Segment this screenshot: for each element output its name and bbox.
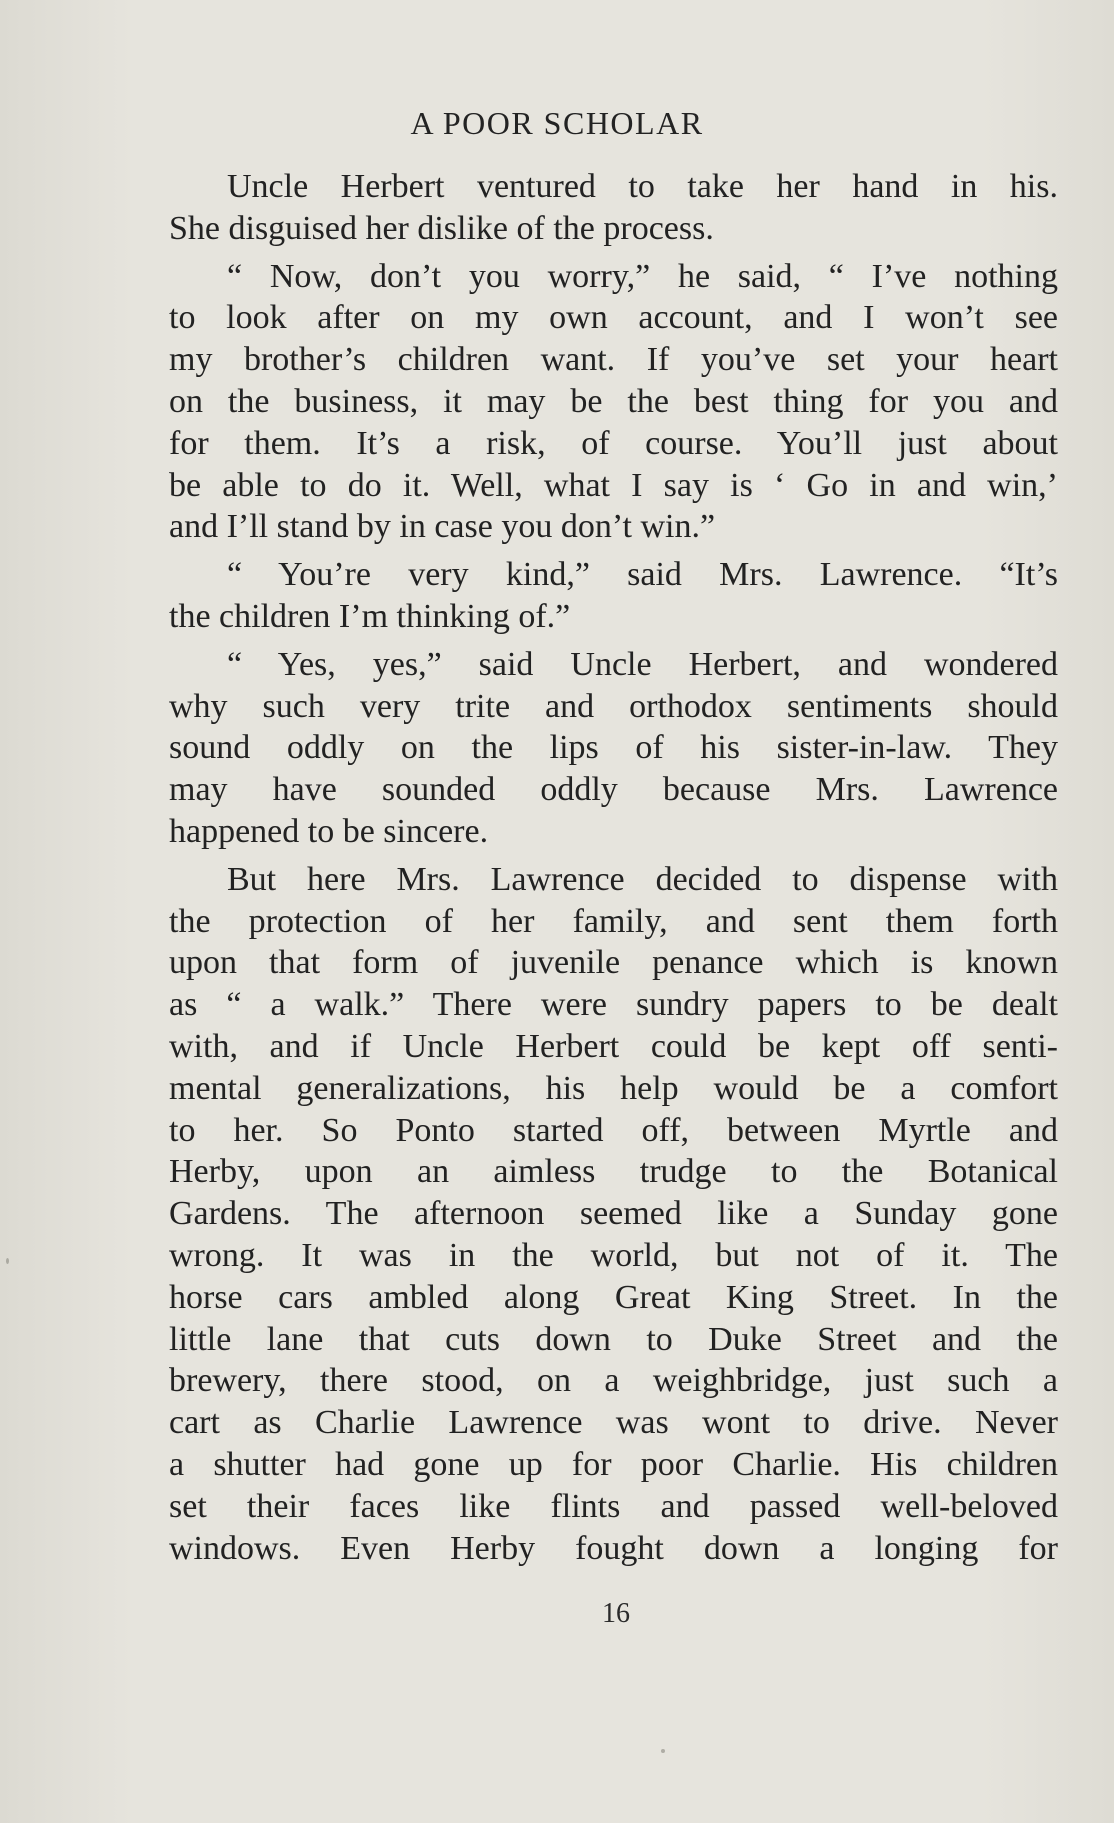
text-line: upon that form of juvenile penance which is known [169, 944, 1058, 982]
text-line: to look after on my own account, and I won’t see [169, 299, 1058, 337]
text-line: little lane that cuts down to Duke Street and the [169, 1320, 1058, 1358]
text-line: “ Yes, yes,” said Uncle Herbert, and wondered [227, 645, 1058, 683]
paragraph [169, 554, 1058, 638]
text-line: the protection of her family, and sent them forth [169, 902, 1058, 940]
text-line: be able to do it. Well, what I say is ‘ Go in and win,’ [169, 466, 1058, 504]
text-line: to her. So Ponto started off, between Myrtle and [169, 1111, 1058, 1149]
text-line: why such very trite and orthodox sentiments should [169, 687, 1058, 725]
paragraph [169, 644, 1058, 853]
body-text [169, 166, 1058, 1575]
text-line: But here Mrs. Lawrence decided to dispense with [227, 860, 1058, 898]
text-line: sound oddly on the lips of his sister-in-law. They [169, 729, 1058, 767]
text-line: horse cars ambled along Great King Street. In the [169, 1278, 1058, 1316]
text-line: happened to be sincere. [169, 812, 489, 850]
paper-speck [661, 1749, 665, 1753]
paragraph [169, 859, 1058, 1570]
text-line: Uncle Herbert ventured to take her hand in his. [227, 168, 1058, 205]
text-line: with, and if Uncle Herbert could be kept off senti- [169, 1027, 1058, 1065]
text-line: for them. It’s a risk, of course. You’ll just about [169, 424, 1058, 462]
paragraph [169, 256, 1058, 549]
text-line: windows. Even Herby fought down a longing for [169, 1529, 1058, 1567]
paper-speck [6, 1258, 9, 1264]
text-line: She disguised her dislike of the process. [169, 209, 714, 247]
text-line: may have sounded oddly because Mrs. Lawrence [169, 771, 1058, 809]
text-line: a shutter had gone up for poor Charlie. His children [169, 1445, 1058, 1483]
running-head: A POOR SCHOLAR [410, 105, 704, 141]
paragraph [169, 166, 1058, 250]
text-line: brewery, there stood, on a weighbridge, just such a [169, 1362, 1058, 1400]
text-line: my brother’s children want. If you’ve set your heart [169, 341, 1058, 379]
text-line: and I’ll stand by in case you don’t win.” [169, 508, 716, 546]
text-line: “ Now, don’t you worry,” he said, “ I’ve nothing [227, 257, 1058, 295]
text-line: Gardens. The afternoon seemed like a Sunday gone [169, 1195, 1058, 1233]
page-number: 16 [602, 1598, 630, 1629]
text-line: Herby, upon an aimless trudge to the Botanical [169, 1153, 1058, 1191]
text-line: on the business, it may be the best thing for you and [169, 382, 1058, 420]
text-line: cart as Charlie Lawrence was wont to drive. Never [169, 1404, 1058, 1442]
text-line: “ You’re very kind,” said Mrs. Lawrence. “It’s [227, 556, 1058, 594]
text-line: as “ a walk.” There were sundry papers to be dealt [169, 986, 1058, 1024]
text-line: the children I’m thinking of.” [169, 597, 571, 635]
text-line: wrong. It was in the world, but not of it. The [169, 1236, 1058, 1274]
text-line: mental generalizations, his help would be a comfort [169, 1069, 1058, 1107]
text-line: set their faces like flints and passed well-beloved [169, 1487, 1058, 1525]
